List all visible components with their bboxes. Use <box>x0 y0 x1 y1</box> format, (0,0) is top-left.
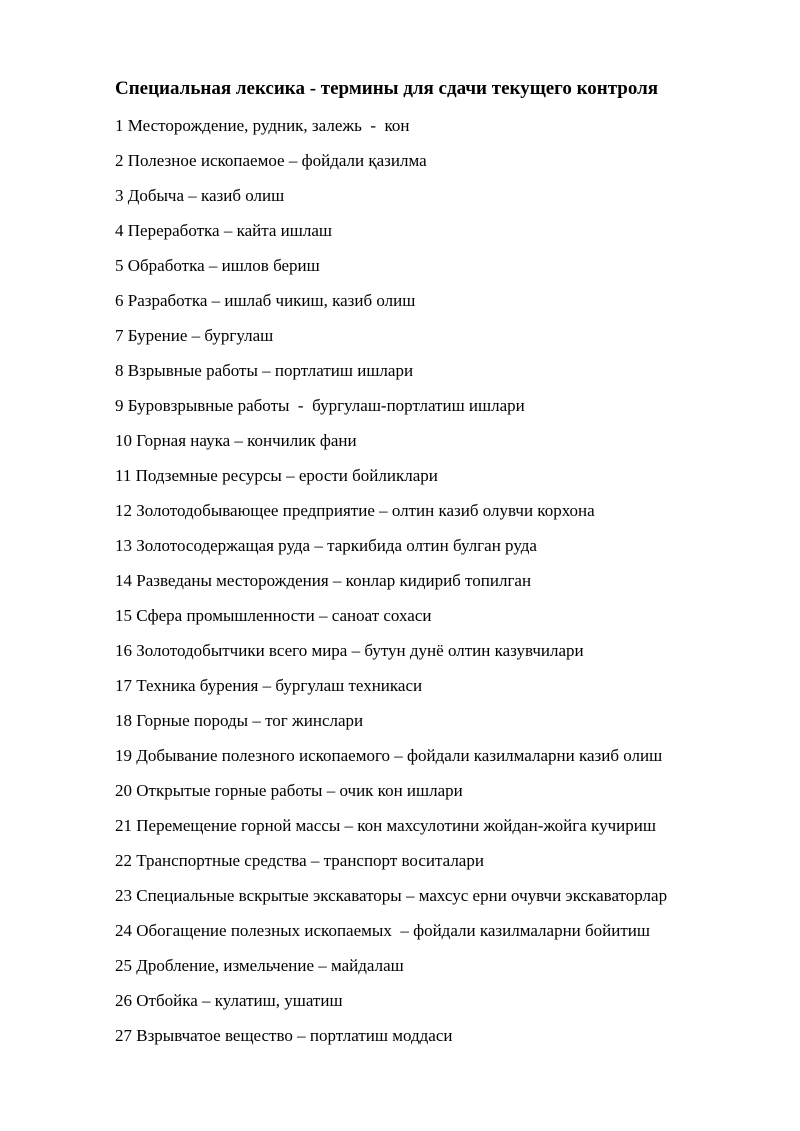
term-item: 2 Полезное ископаемое – фойдали қазилма <box>115 151 427 170</box>
term-item: 26 Отбойка – кулатиш, ушатиш <box>115 991 343 1010</box>
term-item: 11 Подземные ресурсы – ерости бойликлари <box>115 466 438 485</box>
term-item: 16 Золотодобытчики всего мира – бутун дунё олтин казувчилари <box>115 641 584 660</box>
term-item: 4 Переработка – кайта ишлаш <box>115 221 332 240</box>
term-item: 5 Обработка – ишлов бериш <box>115 256 320 275</box>
term-item: 8 Взрывные работы – портлатиш ишлари <box>115 361 414 380</box>
term-item: 3 Добыча – казиб олиш <box>115 186 285 205</box>
terms-list <box>115 113 667 1058</box>
term-item: 14 Разведаны месторождения – конлар кидириб топилган <box>115 571 532 590</box>
term-item: 9 Буровзрывные работы - бургулаш-портлатиш ишлари <box>115 396 525 415</box>
term-item: 1 Месторождение, рудник, залежь - кон <box>115 116 410 135</box>
term-item: 18 Горные породы – тог жинслари <box>115 711 364 730</box>
term-item: 24 Обогащение полезных ископаемых – фойдали казилмаларни бойитиш <box>115 921 650 940</box>
term-item: 27 Взрывчатое вещество – портлатиш моддаси <box>115 1026 453 1045</box>
term-item: 21 Перемещение горной массы – кон махсулотини жойдан-жойга кучириш <box>115 816 656 835</box>
term-item: 19 Добывание полезного ископаемого – фойдали казилмаларни казиб олиш <box>115 746 663 765</box>
term-item: 20 Открытые горные работы – очик кон ишлари <box>115 781 463 800</box>
term-item: 12 Золотодобывающее предприятие – олтин казиб олувчи корхона <box>115 501 595 520</box>
term-item: 17 Техника бурения – бургулаш техникаси <box>115 676 423 695</box>
term-item: 10 Горная наука – кончилик фани <box>115 431 357 450</box>
term-item: 22 Транспортные средства – транспорт воситалари <box>115 851 484 870</box>
term-item: 25 Дробление, измельчение – майдалаш <box>115 956 404 975</box>
term-item: 13 Золотосодержащая руда – таркибида олтин булган руда <box>115 536 537 555</box>
term-item: 15 Сфера промышленности – саноат сохаси <box>115 606 432 625</box>
term-item: 7 Бурение – бургулаш <box>115 326 274 345</box>
term-item: 23 Специальные вскрытые экскаваторы – махсус ерни очувчи экскаваторлар <box>115 886 668 905</box>
term-item: 6 Разработка – ишлаб чикиш, казиб олиш <box>115 291 416 310</box>
document-title: Специальная лексика - термины для сдачи текущего контроля <box>115 78 659 99</box>
